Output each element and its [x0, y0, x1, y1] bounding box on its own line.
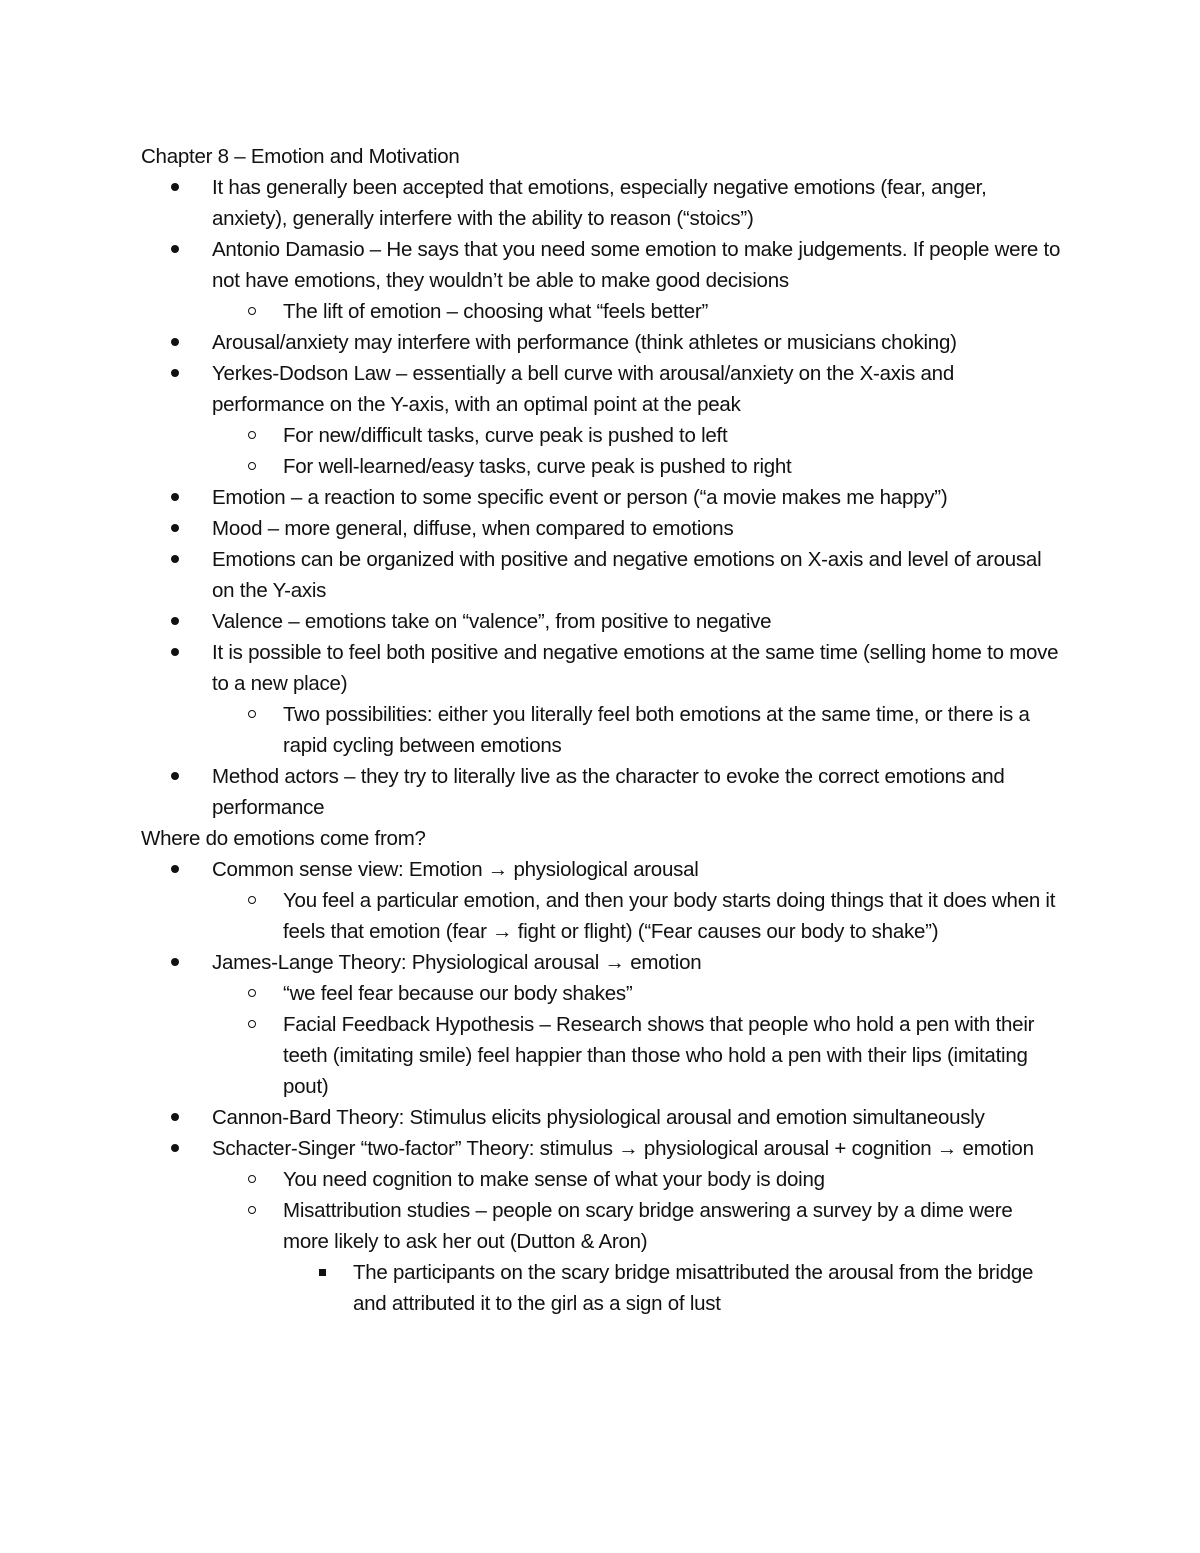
list-item-text: The lift of emotion – choosing what “feels better”	[283, 300, 709, 323]
list-item-text: Emotions can be organized with positive and negative emotions on X-axis and level of arousal on the Y-axis	[212, 548, 1042, 602]
list-item-text: “we feel fear because our body shakes”	[283, 982, 633, 1005]
square-bullet-icon	[319, 1257, 326, 1288]
bullet-icon	[171, 172, 179, 203]
list-item-level-2	[141, 296, 1061, 327]
list-item-text: Emotion – a reaction to some specific event or person (“a movie makes me happy”)	[212, 486, 948, 509]
circle-bullet-icon	[248, 1164, 256, 1195]
list-item-level-1	[141, 854, 1061, 885]
list-item-level-1	[141, 327, 1061, 358]
list-item-level-1	[141, 513, 1061, 544]
list-item-text: Arousal/anxiety may interfere with performance (think athletes or musicians choking)	[212, 331, 957, 354]
notes-content	[141, 141, 1061, 1319]
list-item-level-2	[141, 1009, 1061, 1102]
list-item-level-2	[141, 978, 1061, 1009]
list-item-level-2	[141, 699, 1061, 761]
list-item-level-1	[141, 1133, 1061, 1164]
list-item-text: Valence – emotions take on “valence”, from positive to negative	[212, 610, 772, 633]
circle-bullet-icon	[248, 420, 256, 451]
bullet-icon	[171, 327, 179, 358]
list-item-level-2	[141, 1164, 1061, 1195]
bullet-icon	[171, 637, 179, 668]
bullet-icon	[171, 854, 179, 885]
bullet-icon	[171, 358, 179, 389]
bullet-icon	[171, 761, 179, 792]
list-item-text: Facial Feedback Hypothesis – Research shows that people who hold a pen with their teeth (imitating smile) feel happier than those who hold a pen with their lips (imitating pout)	[283, 1013, 1035, 1098]
section-heading: Where do emotions come from?	[141, 827, 426, 850]
circle-bullet-icon	[248, 885, 256, 916]
bullet-icon	[171, 1133, 179, 1164]
list-item-text: It has generally been accepted that emotions, especially negative emotions (fear, anger, anxiety), generally interfere with the ability to reason (“stoics”)	[212, 176, 987, 230]
list-item-level-1	[141, 172, 1061, 234]
list-item-text: Mood – more general, diffuse, when compared to emotions	[212, 517, 734, 540]
list-item-text: Misattribution studies – people on scary bridge answering a survey by a dime were more likely to ask her out (Dutton & Aron)	[283, 1199, 1013, 1253]
list-item-level-1	[141, 1102, 1061, 1133]
list-item-level-2	[141, 451, 1061, 482]
list-item-text: Schacter-Singer “two-factor” Theory: stimulus → physiological arousal + cognition → emotion	[212, 1137, 1034, 1160]
list-item-level-1	[141, 234, 1061, 296]
circle-bullet-icon	[248, 1195, 256, 1226]
circle-bullet-icon	[248, 296, 256, 327]
list-item-level-1	[141, 761, 1061, 823]
bullet-icon	[171, 234, 179, 265]
list-item-text: Two possibilities: either you literally feel both emotions at the same time, or there is a rapid cycling between emotions	[283, 703, 1030, 757]
bullet-icon	[171, 1102, 179, 1133]
list-item-text: It is possible to feel both positive and negative emotions at the same time (selling home to move to a new place)	[212, 641, 1059, 695]
bullet-icon	[171, 482, 179, 513]
list-item-level-1	[141, 358, 1061, 420]
list-item-text: You need cognition to make sense of what your body is doing	[283, 1168, 825, 1191]
list-item-level-3	[141, 1257, 1061, 1319]
list-item-level-2	[141, 1195, 1061, 1257]
section-heading: Chapter 8 – Emotion and Motivation	[141, 145, 460, 168]
list-item-text: You feel a particular emotion, and then your body starts doing things that it does when it feels that emotion (fear → fight or flight) (“Fear causes our body to shake”)	[283, 889, 1056, 943]
list-item-level-1	[141, 947, 1061, 978]
bullet-icon	[171, 544, 179, 575]
list-item-text: Common sense view: Emotion → physiological arousal	[212, 858, 699, 881]
list-item-level-1	[141, 544, 1061, 606]
list-item-level-2	[141, 420, 1061, 451]
circle-bullet-icon	[248, 978, 256, 1009]
list-item-level-1	[141, 606, 1061, 637]
bullet-icon	[171, 606, 179, 637]
list-item-level-1	[141, 482, 1061, 513]
document-page	[141, 141, 1061, 1319]
list-item-level-1	[141, 637, 1061, 699]
list-item-text: For new/difficult tasks, curve peak is pushed to left	[283, 424, 728, 447]
list-item-text: The participants on the scary bridge misattributed the arousal from the bridge and attributed it to the girl as a sign of lust	[353, 1261, 1034, 1315]
circle-bullet-icon	[248, 699, 256, 730]
list-item-text: Cannon-Bard Theory: Stimulus elicits physiological arousal and emotion simultaneously	[212, 1106, 985, 1129]
list-item-text: James-Lange Theory: Physiological arousal → emotion	[212, 951, 702, 974]
bullet-icon	[171, 513, 179, 544]
list-item-text: Antonio Damasio – He says that you need some emotion to make judgements. If people were to not have emotions, they wouldn’t be able to make good decisions	[212, 238, 1061, 292]
circle-bullet-icon	[248, 1009, 256, 1040]
list-item-text: For well-learned/easy tasks, curve peak is pushed to right	[283, 455, 792, 478]
circle-bullet-icon	[248, 451, 256, 482]
list-item-text: Method actors – they try to literally live as the character to evoke the correct emotions and performance	[212, 765, 1005, 819]
list-item-level-2	[141, 885, 1061, 947]
bullet-icon	[171, 947, 179, 978]
list-item-text: Yerkes-Dodson Law – essentially a bell curve with arousal/anxiety on the X-axis and performance on the Y-axis, with an optimal point at the peak	[212, 362, 954, 416]
